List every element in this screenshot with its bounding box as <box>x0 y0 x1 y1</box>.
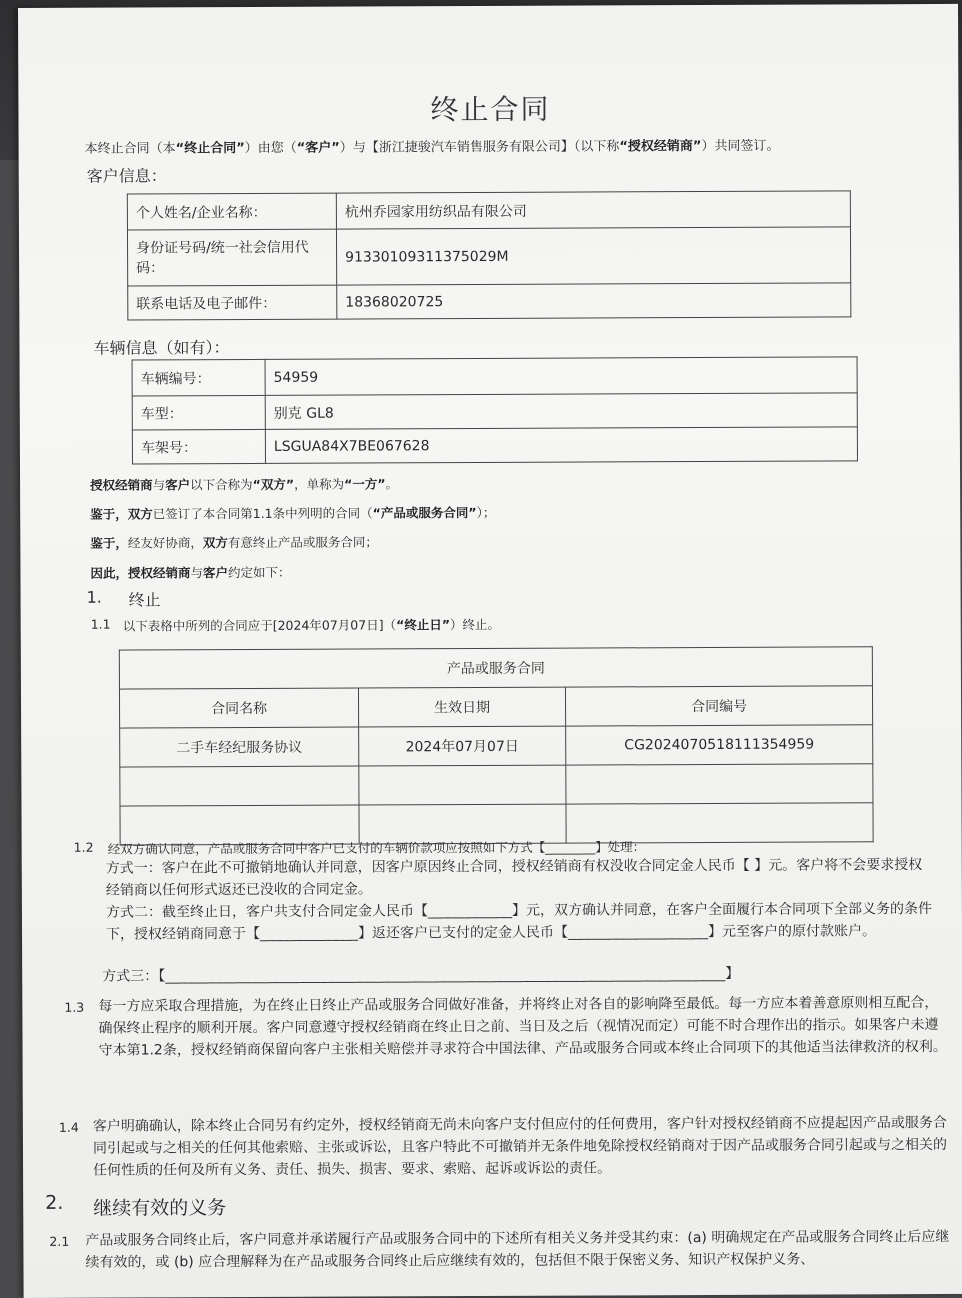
recital-whereas-1 <box>90 503 495 523</box>
table-cell <box>359 765 566 805</box>
clause-1-2-text: 经双方确认同意，产品或服务合同中客户已支付的车辆价款项应按照如下方式【________】处理： <box>107 839 646 857</box>
table-label: 车型： <box>132 395 265 430</box>
vehicle-info-heading: 车辆信息（如有）： <box>93 338 230 358</box>
table-row <box>128 283 851 320</box>
clause-1-2-number: 1.2 <box>73 839 94 855</box>
table-cell: CG20240705181113549​59 <box>566 725 873 765</box>
table-value: 18368020725 <box>337 283 851 319</box>
table-caption-row <box>119 647 872 689</box>
recital-text: 已签订了本合同第1.1条中列明的合同（ <box>152 505 373 522</box>
recital-term: 鉴于， <box>90 506 128 522</box>
table-value: 91330109311375029M <box>336 227 850 285</box>
intro-term: “终止合同” <box>175 141 245 157</box>
vehicle-info-table <box>132 356 858 464</box>
clause-1-2-method-2: 方式二：截至终止日，客户共支付合同定金人民币【____________】元，双方确认并同意，在客户全面履行本合同项下全部义务的条件下，授权经销商同意于【______________】返还客户已支付的定金人民币【____________________】元至客户的原付款账户。 <box>105 901 932 943</box>
table-label: 车辆编号： <box>132 359 265 396</box>
recital-text: 有意终止产品或服务合同； <box>227 534 378 551</box>
recital-term: 客户 <box>165 477 191 493</box>
table-row <box>132 357 857 396</box>
recital-text: 约定如下： <box>227 564 291 581</box>
clause-1-3-text: 每一方应采取合理措施，为在终止日终止产品或服务合同做好准备，并将终止对各自的影响降至最低。每一方应本着善意原则相互配合，确保终止程序的顺利开展。客户同意遵守授权经销商在终止日之前、当日及之后（视情况而定）可能不时合理作出的指示。如果客户未遵守本第1.2条，授权经销商保留向客户主张相关赔偿并寻求符合中国法律、产品或服务合同或本终止合同项下的其他适当法律救济的权利。 <box>98 994 947 1059</box>
table-header-row <box>119 686 872 728</box>
table-cell: 2024年07月07日 <box>359 726 566 766</box>
document-title: 终止合同 <box>430 92 551 127</box>
clause-term: “终止日” <box>396 617 451 633</box>
recital-text: 与 <box>152 477 166 493</box>
recital-term: “双方” <box>252 476 295 492</box>
clause-1-4-number: 1.4 <box>58 1119 79 1135</box>
intro-text: ）与【浙江捷骏汽车销售服务有限公司】（以下称 <box>339 139 620 156</box>
table-value: 别克 GL8 <box>265 393 857 430</box>
recital-text: 经友好协商， <box>127 535 203 551</box>
clause-1-1-number: 1.1 <box>90 616 111 632</box>
table-row <box>127 191 850 230</box>
table-label: 车架号： <box>132 429 265 464</box>
clause-1-4-text: 客户明确确认，除本终止合同另有约定外，授权经销商无尚未向客户支付但应付的任何费用，客户针对授权经销商不应提起因产品或服务合同引起或与之相关的任何其他索赔、主张或诉讼，且客户特此不可撤销并无条件地免除授权经销商对于因产品或服务合同引起或与之相关的任何性质的任何及所有义务、责任、损失、损害、要求、索赔、起诉或诉讼的责任。 <box>92 1114 948 1179</box>
recital-term: 鉴于， <box>90 535 128 551</box>
table-cell: 二手车经纪服务协议 <box>120 727 359 767</box>
clause-text: ）终止。 <box>449 616 501 633</box>
recital-term: 授权经销商 <box>90 477 153 493</box>
intro-text: ）共同签订。 <box>701 138 780 155</box>
table-cell <box>566 764 873 804</box>
table-value: LSGUA84X7BE067628 <box>265 427 857 464</box>
table-row <box>120 764 873 806</box>
intro-text: ）由您（ <box>244 140 297 157</box>
table-row <box>127 227 850 286</box>
recital-term: “一方” <box>344 476 386 492</box>
intro-paragraph <box>85 135 780 157</box>
recital-term: 因此， <box>90 565 129 581</box>
table-caption: 产品或服务合同 <box>119 647 872 689</box>
intro-term: “授权经销商” <box>619 139 702 155</box>
recital-text: ，单称为 <box>294 476 345 492</box>
table-row <box>120 725 873 767</box>
recital-text: 与 <box>190 565 204 581</box>
table-row <box>132 427 857 464</box>
table-label: 联系电话及电子邮件： <box>128 285 337 320</box>
contracts-table <box>119 646 874 845</box>
table-row <box>132 393 857 430</box>
table-label: 个人姓名/企业名称： <box>127 193 336 230</box>
recital-parties <box>90 474 398 493</box>
recital-term: 客户 <box>202 565 229 581</box>
recital-whereas-2 <box>90 532 378 551</box>
table-value: 杭州乔园家用纺织品有限公司 <box>336 191 850 229</box>
intro-term: “客户” <box>296 140 340 156</box>
column-header: 生效日期 <box>358 687 565 727</box>
recital-term: 双方 <box>202 535 228 551</box>
customer-info-table <box>127 190 852 320</box>
section-2-number: 2. <box>45 1191 64 1214</box>
section-1-number: 1. <box>86 587 102 607</box>
column-header: 合同名称 <box>119 688 358 728</box>
clause-2-1-number: 2.1 <box>49 1233 70 1249</box>
table-cell <box>120 766 359 806</box>
clause-2-1-text: 产品或服务合同终止后，客户同意并承诺履行产品或服务合同中的下述所有相关义务并受其约束：(a) 明确规定在产品或服务合同终止后应继续有效的，或 (b) 应合理解释为在产品或服务合同终止后应继续有效的，包括但不限于保密义务、知识产权保护义务、 <box>85 1228 950 1271</box>
section-2-title: 继续有效的义务 <box>93 1197 227 1220</box>
recital-term: “产品或服务合同” <box>372 505 477 521</box>
document-page <box>18 4 962 1298</box>
clause-1-3-number: 1.3 <box>64 999 85 1015</box>
recital-therefore <box>90 563 290 582</box>
customer-info-heading: 客户信息： <box>86 166 167 186</box>
clause-1-1-text <box>123 615 500 635</box>
recital-text: ）； <box>476 504 496 521</box>
recital-text: 以下合称为 <box>190 476 253 493</box>
recital-text: 。 <box>385 476 399 492</box>
column-header: 合同编号 <box>565 686 872 726</box>
table-value: 54959 <box>265 357 857 396</box>
clause-1-2-method-1: 方式一：客户在此不可撤销地确认并同意，因客户原因终止合同，授权经销商有权没收合同定金人民币【 】元。客户将不会要求授权经销商以任何形式返还已没收的合同定金。 <box>105 857 923 899</box>
clause-text: 以下表格中所列的合同应于[2024年07月07日]（ <box>122 617 397 634</box>
clause-1-2-method-3: 方式三：【________________________________________________________________________________】 <box>102 965 740 985</box>
recital-term: 双方 <box>127 506 153 522</box>
section-1-title: 终止 <box>128 590 161 610</box>
intro-text: 本终止合同（本 <box>84 141 176 157</box>
table-label: 身份证号码/统一社会信用代码： <box>127 229 336 286</box>
recital-term: 授权经销商 <box>127 565 191 581</box>
